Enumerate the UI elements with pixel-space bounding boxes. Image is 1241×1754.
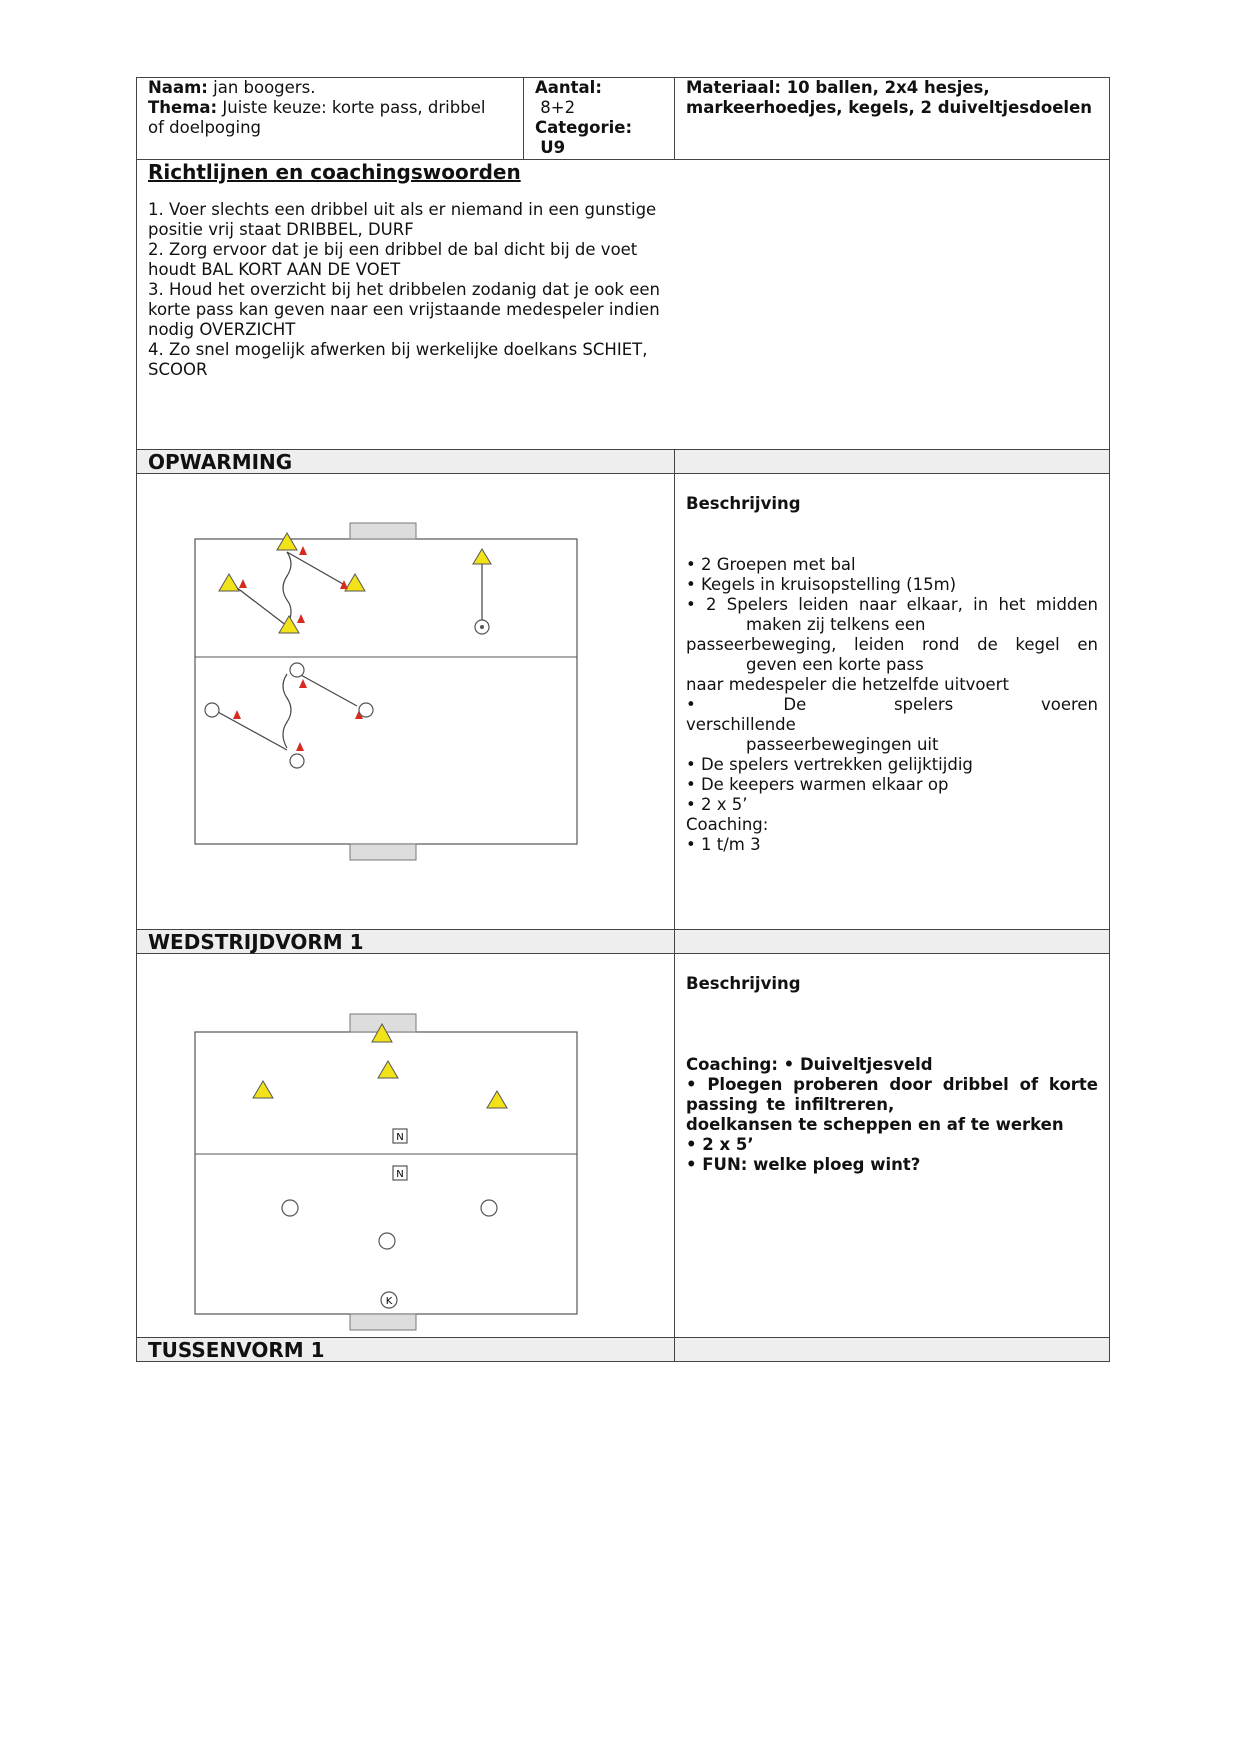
tussenvorm-title: TUSSENVORM 1: [137, 1338, 675, 1362]
triangle-player: [487, 1091, 507, 1108]
cone: [297, 614, 305, 623]
goal-bottom: [350, 844, 416, 860]
triangle-player: [253, 1081, 273, 1098]
wedstrijdvorm-lines: [686, 1055, 1098, 1175]
triangle-player: [345, 574, 365, 591]
wedstrijdvorm-desc-title: Beschrijving: [686, 974, 801, 993]
dribble-path: [283, 674, 291, 748]
dribble-path: [283, 552, 291, 626]
opwarming-row: [137, 474, 1110, 930]
materiaal-cell: [675, 78, 1110, 160]
richtlijn-item: 3. Houd het overzicht bij het dribbelen zodanig dat je ook een korte pass kan geven naar een vrijstaande medespeler indien nodig OVERZICHT: [148, 280, 660, 339]
circle-player: [379, 1233, 395, 1249]
materiaal-text: Materiaal: 10 ballen, 2x4 hesjes, markeerhoedjes, kegels, 2 duiveltjesdoelen: [686, 78, 1093, 117]
pass-arrow: [299, 674, 357, 706]
desc-line: doelkansen te scheppen en af te werken: [686, 1115, 1064, 1134]
triangle-player: [279, 616, 299, 633]
desc-line: Coaching:: [686, 815, 769, 834]
opwarming-title: OPWARMING: [137, 450, 675, 474]
goal-top: [350, 523, 416, 539]
wedstrijdvorm-diagram: [137, 954, 675, 1332]
desc-line: maken zij telkens een: [746, 615, 926, 634]
triangle-keeper: [473, 549, 491, 564]
opwarming-diagram-cell: [137, 474, 675, 930]
pass-arrow: [232, 584, 287, 626]
desc-line: • De spelers voeren verschillende: [686, 695, 1098, 734]
tussenvorm-header-blank: [675, 1338, 1110, 1362]
header-row: [137, 78, 1110, 160]
cone: [296, 742, 304, 751]
richtlijnen-title: Richtlijnen en coachingswoorden: [148, 160, 521, 184]
tussenvorm-header-row: [137, 1338, 1110, 1362]
richtlijnen-list: [148, 200, 668, 380]
desc-line: • 2 Spelers leiden naar elkaar, in het midden: [686, 595, 1098, 614]
naam-thema-cell: [137, 78, 524, 160]
keeper-label: K: [385, 1296, 393, 1307]
desc-line: passeerbewegingen uit: [746, 735, 939, 754]
opwarming-desc-title: Beschrijving: [686, 494, 801, 513]
wedstrijdvorm-diagram-cell: [137, 954, 675, 1338]
wedstrijdvorm-header-row: [137, 930, 1110, 954]
richtlijn-item: 4. Zo snel mogelijk afwerken bij werkelijke doelkans SCHIET, SCOOR: [148, 340, 648, 379]
cone: [299, 679, 307, 688]
neutral-label: N: [396, 1132, 404, 1143]
triangle-player: [219, 574, 239, 591]
desc-line: • 2 Groepen met bal: [686, 555, 856, 574]
wedstrijdvorm-row: [137, 954, 1110, 1338]
field-outline: [195, 539, 577, 844]
triangle-player: [378, 1061, 398, 1078]
cone: [340, 580, 348, 589]
naam-label: Naam:: [148, 78, 208, 97]
cone: [233, 710, 241, 719]
aantal-value: 8+2: [540, 98, 576, 117]
wedstrijdvorm-header-blank: [675, 930, 1110, 954]
thema-label: Thema:: [148, 98, 218, 117]
desc-line: • De keepers warmen elkaar op: [686, 775, 949, 794]
circle-player: [282, 1200, 298, 1216]
desc-line: passeerbeweging, leiden rond de kegel en: [686, 635, 1098, 654]
opwarming-header-blank: [675, 450, 1110, 474]
aantal-label: Aantal:: [535, 78, 602, 97]
categorie-label: Categorie:: [535, 118, 633, 137]
opwarming-lines: [686, 555, 1098, 855]
aantal-cell: [524, 78, 675, 160]
goal-bottom: [350, 1314, 416, 1330]
training-table: [136, 77, 1110, 1362]
circle-player: [205, 703, 219, 717]
categorie-value: U9: [540, 138, 566, 157]
circle-player: [359, 703, 373, 717]
desc-line: Coaching: • Duiveltjesveld: [686, 1055, 933, 1074]
richtlijn-item: 2. Zorg ervoor dat je bij een dribbel de bal dicht bij de voet houdt BAL KORT AAN DE VOET: [148, 240, 638, 279]
desc-line: • 2 x 5’: [686, 1135, 754, 1154]
richtlijnen-cell: [137, 160, 1110, 450]
circle-player: [290, 754, 304, 768]
desc-line: • 1 t/m 3: [686, 835, 761, 854]
pass-arrow: [287, 552, 343, 584]
opwarming-diagram: [137, 474, 675, 924]
opwarming-description-cell: [675, 474, 1110, 930]
richtlijnen-row: [137, 160, 1110, 450]
cone: [299, 546, 307, 555]
triangle-player: [277, 533, 297, 550]
desc-line: • De spelers vertrekken gelijktijdig: [686, 755, 973, 774]
desc-line: naar medespeler die hetzelfde uitvoert: [686, 675, 1009, 694]
desc-line: • Ploegen proberen door dribbel of korte passing te infiltreren,: [686, 1075, 1098, 1114]
circle-player: [481, 1200, 497, 1216]
training-sheet: [136, 77, 1109, 1362]
cone: [239, 579, 247, 588]
thema-value: Juiste keuze: korte pass, dribbel of doelpoging: [148, 98, 486, 137]
naam-value: jan boogers.: [213, 78, 316, 97]
wedstrijdvorm-description-cell: [675, 954, 1110, 1338]
richtlijn-item: 1. Voer slechts een dribbel uit als er niemand in een gunstige positie vrij staat DRIBBEL, DURF: [148, 200, 657, 239]
desc-line: • Kegels in kruisopstelling (15m): [686, 575, 957, 594]
desc-line: • FUN: welke ploeg wint?: [686, 1155, 921, 1174]
desc-line: • 2 x 5’: [686, 795, 748, 814]
circle-player: [290, 663, 304, 677]
neutral-label: N: [396, 1169, 404, 1180]
wedstrijdvorm-title: WEDSTRIJDVORM 1: [137, 930, 675, 954]
ball: [480, 625, 484, 629]
opwarming-header-row: [137, 450, 1110, 474]
desc-line: geven een korte pass: [746, 655, 924, 674]
